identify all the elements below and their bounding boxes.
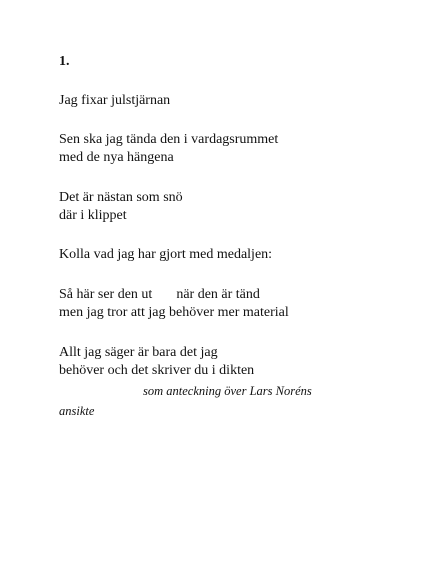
stanza-3-line-2: där i klippet	[59, 208, 127, 223]
stanza-2-line-1: Sen ska jag tända den i vardagsrummet	[59, 132, 279, 147]
stanza-6-line-2: behöver och det skriver du i dikten	[59, 363, 255, 378]
stanza-5-line-2: men jag tror att jag behöver mer material	[59, 305, 289, 320]
stanza-2-line-2: med de nya hängena	[59, 150, 174, 165]
stanza-5-line-1-part-1: Så här ser den ut	[59, 287, 153, 302]
stanza-4-line-1: Kolla vad jag har gjort med medaljen:	[59, 247, 273, 262]
stanza-5-line-1	[59, 286, 260, 304]
note-line-1: som anteckning över Lars Noréns	[143, 384, 312, 398]
stanza-6-line-1: Allt jag säger är bara det jag	[59, 345, 218, 360]
stanza-1-line-1: Jag fixar julstjärnan	[59, 93, 171, 108]
poem-number: 1.	[59, 54, 70, 69]
note-line-2: ansikte	[59, 404, 95, 418]
stanza-5-line-1-part-2: när den är tänd	[176, 287, 260, 302]
stanza-3-line-1: Det är nästan som snö	[59, 190, 183, 205]
